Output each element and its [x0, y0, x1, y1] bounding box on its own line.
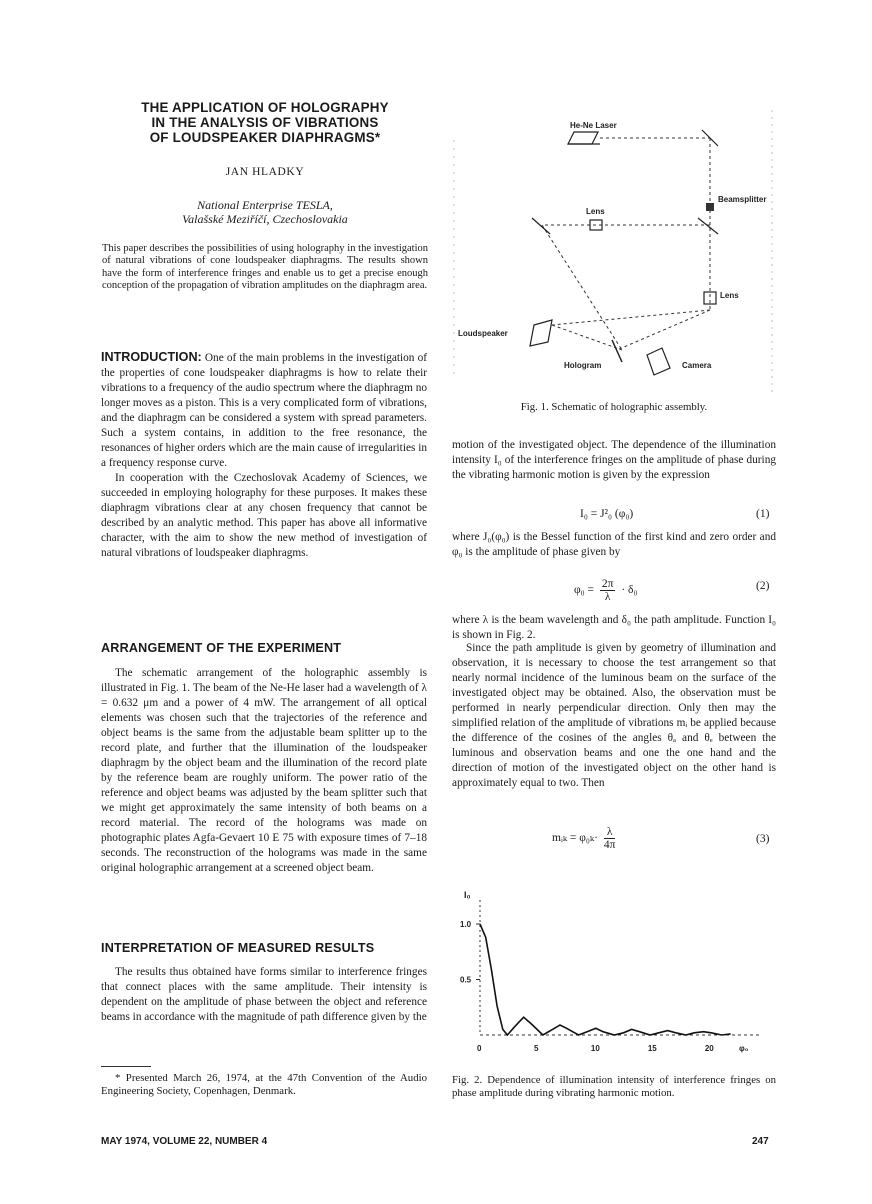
right-paragraph-1: motion of the investigated object. The dependence of the illumination intensity I₀ of the interference fringes on the amplitude of phase during the vibrating harmonic motion is given by the expression: [452, 439, 776, 481]
camera-icon: [647, 348, 670, 375]
footer-issue: MAY 1974, VOLUME 22, NUMBER 4: [101, 1136, 268, 1147]
x-tick-label: 10: [590, 1044, 600, 1053]
right-paragraph-4: Since the path amplitude is given by geometry of illumination and observation, it is necessary to choose the test arrangement so that nearly normal incidence of the luminous beam on the surface of the investigated object may be obtained. Also, the observation must be performed in nearly perpendicular direction. Only then may the simplified relation of the amplitude of vibrations mᵢ be applied because the difference of the cosines of the angles θₐ and θₑ between the luminous and observation beams and one the one hand and the direction of motion of the investigated object on the other hand is approximately equal to two. Then: [452, 642, 776, 789]
eq2-numerator: 2π: [601, 578, 614, 590]
title-line-3: OF LOUDSPEAKER DIAPHRAGMS*: [149, 130, 381, 145]
intro-paragraph-1: One of the main problems in the investigation of the properties of cone loudspeaker diaphragms is how to relate their vibrations to a frequency of the audio spectrum where the diaphragm no longer moves as a piston. This is a very complicated form of vibrations, and the diaphragm can be considered a system with spread parameters. Such a system contains, in addition to the free resonance, the resonances of higher orders which are the main cause of irregularities in a frequency response curve.: [101, 352, 427, 469]
footnote-rule: [101, 1066, 151, 1067]
equation-2-number: (2): [756, 580, 770, 592]
interpretation-heading: INTERPRETATION OF MEASURED RESULTS: [101, 941, 375, 955]
fig1-schematic: [452, 110, 782, 395]
abstract: This paper describes the possibilities of using holography in the investigation of natural vibrations of cone loudspeaker diaphragms. The results shown have the form of interference fringes and enable us to get a precise enough conception of the propagation of vibration amplitudes on the diaphragm area.: [102, 243, 428, 291]
x-tick-label: 5: [533, 1044, 539, 1053]
fig2-caption: Fig. 2. Dependence of illumination intensity of interference fringes on phase amplitude during vibrating harmonic motion.: [452, 1074, 776, 1099]
author: JAN HLADKY: [225, 166, 305, 178]
y-tick-label: 1.0: [460, 920, 472, 929]
beam-paths: [542, 138, 710, 350]
equation-3: mᵢₖ = φ₀ₖ· $\frac{\lambda}{4\pi}$: [552, 826, 616, 851]
x-tick-label: φ₀: [739, 1044, 749, 1053]
fig1-caption: Fig. 1. Schematic of holographic assembly.: [520, 401, 708, 413]
mirror-icon: [532, 130, 718, 234]
page-number: 247: [752, 1136, 769, 1147]
beamsplitter-icon: [706, 203, 714, 211]
eq3-denominator: 4π: [603, 839, 616, 851]
eq2-denominator: λ: [604, 591, 611, 603]
intro-paragraph-2: In cooperation with the Czechoslovak Academy of Sciences, we succeeded in employing holography for these purposes. It makes these diaphragm vibrations clear at any chosen frequency that cannot be described by an analytic method. This paper has above all informative character, with the aim to show the new method of investigation of natural vibrations of loudspeaker diaphragms.: [101, 472, 427, 559]
affiliation-line-1: National Enterprise TESLA,: [197, 198, 333, 212]
label-loudspeaker: Loudspeaker: [458, 329, 508, 338]
label-hologram: Hologram: [564, 361, 602, 370]
series-line: [480, 924, 731, 1035]
fig2-chart: [452, 880, 782, 1060]
intro-section: [101, 350, 427, 561]
affiliation: [100, 198, 430, 226]
equation-3-number: (3): [756, 833, 770, 845]
title-line-1: THE APPLICATION OF HOLOGRAPHY: [141, 100, 389, 115]
equation-2: φ₀ = $\frac{2\pi}{\lambda}$ · δ₀: [574, 578, 638, 603]
x-tick-label: 15: [647, 1044, 657, 1053]
arrangement-heading: ARRANGEMENT OF THE EXPERIMENT: [101, 641, 342, 655]
affiliation-line-2: Valašské Meziříčí, Czechoslovakia: [182, 212, 348, 226]
y-axis-label: I₀: [464, 890, 471, 900]
arrangement-paragraph: The schematic arrangement of the holographic assembly is illustrated in Fig. 1. The beam of the Ne-He laser had a wavelength of λ = 0.632 μm and a power of 4 mW. The arrangement of all optical elements was chosen such that the trajectories of the reference and object beams is the same from the adjustable beam splitter up to the record plate, and further that the illumination of the loudspeaker diaphragm by the object beam and the illumination of the record plate by the reference beam are roughly uniform. The power ratio of the reference and object beams was adjusted by the beam splitter such that we might get approximately the same intensity of both beams on a record material. The record of the holograms was made on photographic plates Agfa-Gevaert 10 E 75 with exposure times of 7–18 seconds. The reconstruction of the holograms was made in the same original holographic arrangement at a screened object beam.: [101, 667, 427, 874]
loudspeaker-icon: [530, 320, 552, 346]
equation-1: I₀ = J²₀ (φ₀): [580, 508, 634, 520]
label-camera: Camera: [682, 361, 712, 370]
label-lens-2: Lens: [720, 291, 739, 300]
x-tick-label: 0: [477, 1044, 482, 1053]
eq3-numerator: λ: [604, 826, 616, 839]
x-tick-label: 20: [704, 1044, 714, 1053]
intro-heading: INTRODUCTION:: [101, 350, 202, 364]
y-tick-label: 0.5: [460, 975, 472, 985]
right-paragraph-3: where λ is the beam wavelength and δ₀ the path amplitude. Function I₀ is shown in Fig. 2.: [452, 614, 776, 641]
label-lens: Lens: [586, 207, 605, 216]
label-beamsplitter: Beamsplitter: [718, 195, 767, 204]
right-paragraph-2: where J₀(φ₀) is the Bessel function of the first kind and zero order and φ₀ is the amplitude of phase given by: [452, 531, 776, 558]
laser-icon: [568, 132, 600, 144]
interpretation-paragraph: The results thus obtained have forms similar to interference fringes that connect places with the same amplitude. Their intensity is dependent on the amplitude of phase between the object and reference beams in accordance with the magnitude of path difference given by the: [101, 966, 427, 1023]
hologram-plate-icon: [612, 340, 622, 362]
label-laser: He-Ne Laser: [570, 121, 617, 130]
title-line-2: IN THE ANALYSIS OF VIBRATIONS: [151, 115, 379, 130]
equation-1-number: (1): [756, 508, 770, 520]
paper-title: [100, 100, 430, 145]
footnote: * Presented March 26, 1974, at the 47th Convention of the Audio Engineering Society, Copenhagen, Denmark.: [101, 1072, 427, 1097]
